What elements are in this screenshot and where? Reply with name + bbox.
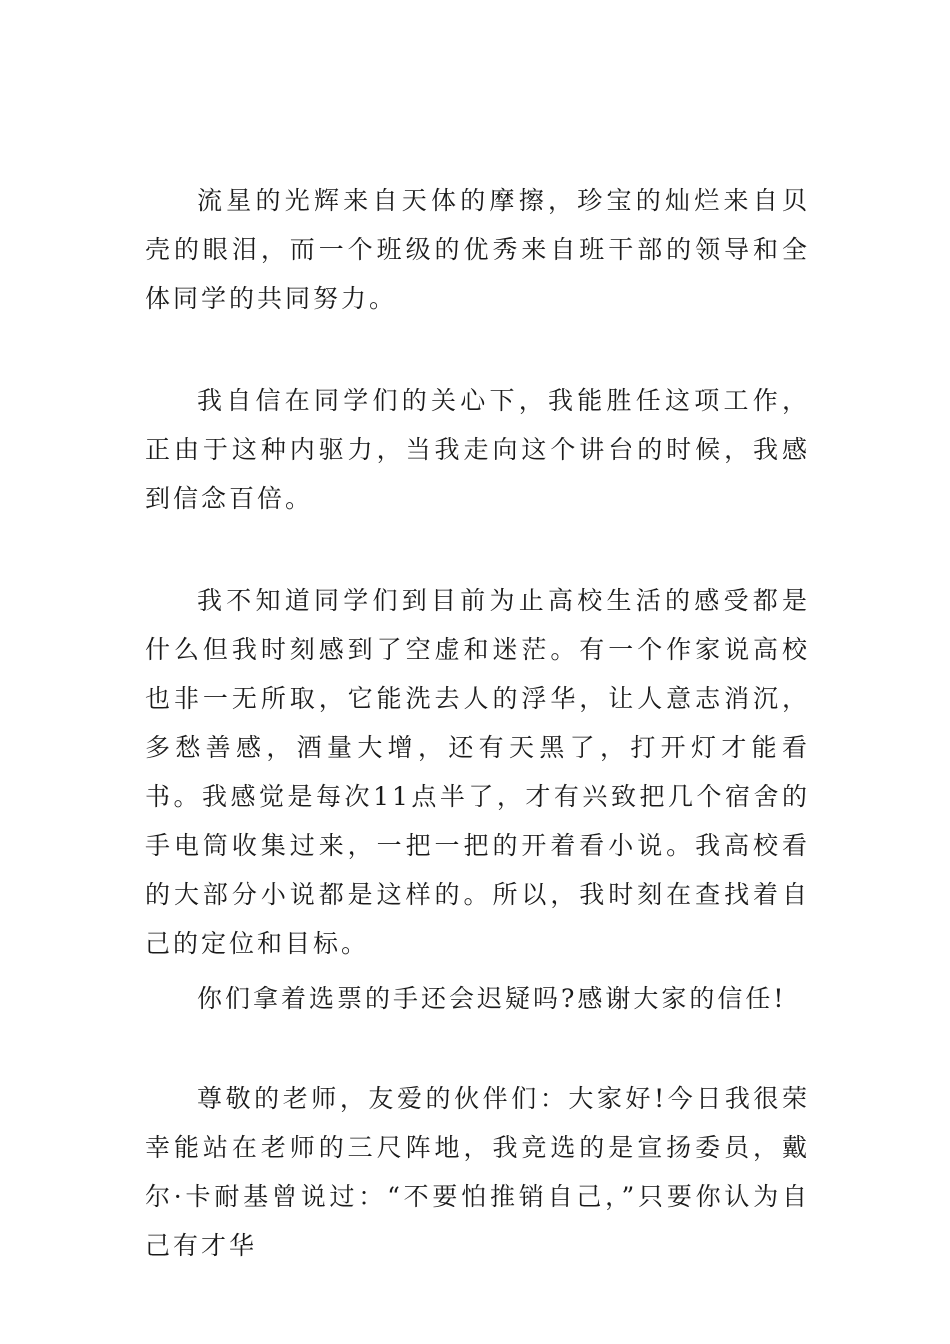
paragraph-confidence: 我自信在同学们的关心下，我能胜任这项工作，正由于这种内驱力，当我走向这个讲台的时候，我感到信念百倍。 — [145, 386, 810, 513]
paragraph-college-life: 我不知道同学们到目前为止高校生活的感受都是什么但我时刻感到了空虚和迷茫。有一个作家说高校也非一无所取，它能洗去人的浮华，让人意志消沉，多愁善感，酒量大增，还有天黑了，打开灯才能看书。我感觉是每次11点半了，才有兴致把几个宿舍的手电筒收集过来，一把一把的开着看小说。我高校看的大部分小说都是这样的。所以，我时刻在查找着自己的定位和目标。 — [145, 586, 810, 958]
paragraph-greeting: 尊敬的老师，友爱的伙伴们：大家好!今日我很荣幸能站在老师的三尺阵地，我竞选的是宣扬委员，戴尔·卡耐基曾说过：“不要怕推销自己，”只要你认为自己有才华 — [145, 1084, 810, 1260]
paragraph-meteor: 流星的光辉来自天体的摩擦，珍宝的灿烂来自贝壳的眼泪，而一个班级的优秀来自班干部的领导和全体同学的共同努力。 — [145, 186, 810, 313]
paragraph-vote: 你们拿着选票的手还会迟疑吗?感谢大家的信任! — [197, 984, 787, 1013]
